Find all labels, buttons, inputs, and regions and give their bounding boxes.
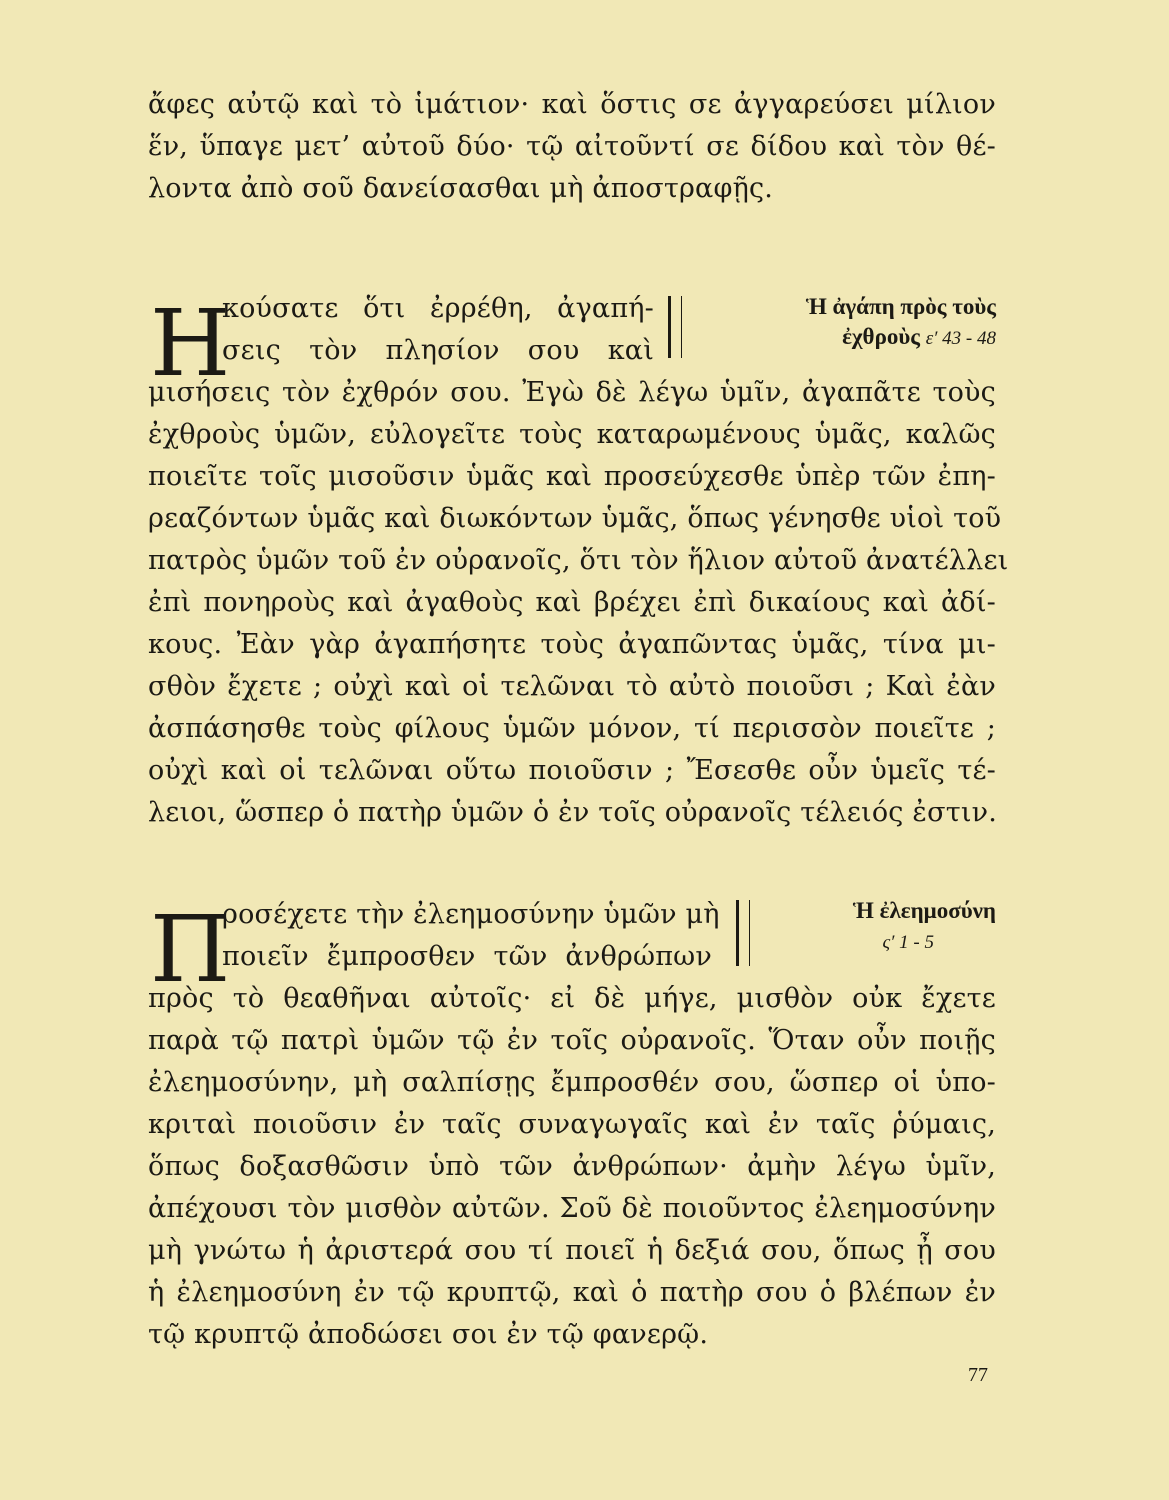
text-line: μισήσεις τὸν ἐχθρόν σου. Ἐγὼ δὲ λέγω ὑμῖν, ἀγαπᾶτε τοὺς	[148, 377, 996, 408]
sidenote-divider	[668, 296, 682, 358]
text-line: ρεαζόντων ὑμᾶς καὶ διωκόντων ὑμᾶς, ὅπως γένησθε υἱοὶ τοῦ	[148, 503, 1002, 534]
text-line: ἐπὶ πονηροὺς καὶ ἀγαθοὺς καὶ βρέχει ἐπὶ δικαίους καὶ ἀδί-	[148, 587, 996, 618]
sidenote-title: Ἡ ἐλεημοσύνη	[852, 898, 996, 923]
sidenote-alms	[770, 896, 996, 958]
text-line: κριταὶ ποιοῦσιν ἐν ταῖς συναγωγαῖς καὶ ἐν ταῖς ῥύμαις,	[148, 1109, 996, 1140]
drop-cap: Η	[150, 290, 231, 397]
text-line: ἡ ἐλεημοσύνη ἐν τῷ κρυπτῷ, καὶ ὁ πατὴρ σου ὁ βλέπων ἐν	[148, 1277, 996, 1308]
sidenote-love	[700, 292, 996, 354]
text-line: μὴ γνώτω ἡ ἀριστερά σου τί ποιεῖ ἡ δεξιά σου, ὅπως ᾖ σου	[148, 1235, 996, 1266]
sidenote-ref: ς′ 1 - 5	[882, 932, 934, 953]
lead-line: ροσέχετε τὴν ἐλεημοσύνην ὑμῶν μὴ	[222, 899, 720, 930]
sidenote-ref: ε′ 43 - 48	[925, 328, 996, 349]
page-number: 77	[968, 1364, 988, 1386]
lead-line: κούσατε ὅτι ἐρρέθη, ἀγαπή-	[222, 293, 654, 324]
drop-cap: Π	[150, 896, 231, 1003]
lead-line: σεις τὸν πλησίον σου καὶ	[222, 335, 654, 366]
text-line: ἀσπάσησθε τοὺς φίλους ὑμῶν μόνον, τί περισσὸν ποιεῖτε ;	[148, 713, 996, 744]
text-line: ποιεῖτε τοῖς μισοῦσιν ὑμᾶς καὶ προσεύχεσθε ὑπὲρ τῶν ἐπη-	[148, 461, 996, 492]
text-line: κους. Ἐὰν γὰρ ἀγαπήσητε τοὺς ἀγαπῶντας ὑμᾶς, τίνα μι-	[148, 629, 996, 660]
text-line: τῷ κρυπτῷ ἀποδώσει σοι ἐν τῷ φανερῷ.	[148, 1319, 709, 1350]
text-line: λειοι, ὥσπερ ὁ πατὴρ ὑμῶν ὁ ἐν τοῖς οὐρανοῖς τέλειός ἐστιν.	[148, 797, 998, 828]
text-line: παρὰ τῷ πατρὶ ὑμῶν τῷ ἐν τοῖς οὐρανοῖς. Ὅταν οὖν ποιῇς	[148, 1025, 996, 1056]
text-line: οὐχὶ καὶ οἱ τελῶναι οὕτω ποιοῦσιν ; Ἔσεσθε οὖν ὑμεῖς τέ-	[148, 755, 996, 786]
sidenote-title: Ἡ ἀγάπη πρὸς τοὺς	[805, 294, 996, 319]
text-line: πατρὸς ὑμῶν τοῦ ἐν οὐρανοῖς, ὅτι τὸν ἥλιον αὐτοῦ ἀνατέλλει	[148, 545, 1009, 576]
text-line: ὅπως δοξασθῶσιν ὑπὸ τῶν ἀνθρώπων· ἀμὴν λέγω ὑμῖν,	[148, 1151, 996, 1182]
text-line: ἐλεημοσύνην, μὴ σαλπίσῃς ἔμπροσθέν σου, ὥσπερ οἱ ὑπο-	[148, 1067, 996, 1098]
text-line: λοντα ἀπὸ σοῦ δανείσασθαι μὴ ἀποστραφῇς.	[148, 173, 774, 204]
text-line: ἄφες αὐτῷ καὶ τὸ ἱμάτιον· καὶ ὅστις σε ἀγγαρεύσει μίλιον	[148, 89, 996, 120]
lead-line: ποιεῖν ἔμπροσθεν τῶν ἀνθρώπων	[222, 941, 712, 972]
sidenote-divider	[736, 900, 750, 966]
text-line: σθὸν ἔχετε ; οὐχὶ καὶ οἱ τελῶναι τὸ αὐτὸ ποιοῦσι ; Καὶ ἐὰν	[148, 671, 996, 702]
text-line: πρὸς τὸ θεαθῆναι αὐτοῖς· εἰ δὲ μήγε, μισθὸν οὐκ ἔχετε	[148, 983, 996, 1014]
sidenote-title-2: ἐχθροὺς	[842, 324, 921, 349]
text-line: ἐχθροὺς ὑμῶν, εὐλογεῖτε τοὺς καταρωμένους ὑμᾶς, καλῶς	[148, 419, 996, 450]
text-line: ἀπέχουσι τὸν μισθὸν αὐτῶν. Σοῦ δὲ ποιοῦντος ἐλεημοσύνην	[148, 1193, 996, 1224]
sidenote-subtitle	[770, 926, 996, 958]
sidenote-subtitle	[700, 322, 996, 354]
text-line: ἕν, ὕπαγε μετ’ αὐτοῦ δύο· τῷ αἰτοῦντί σε δίδου καὶ τὸν θέ-	[148, 131, 996, 162]
